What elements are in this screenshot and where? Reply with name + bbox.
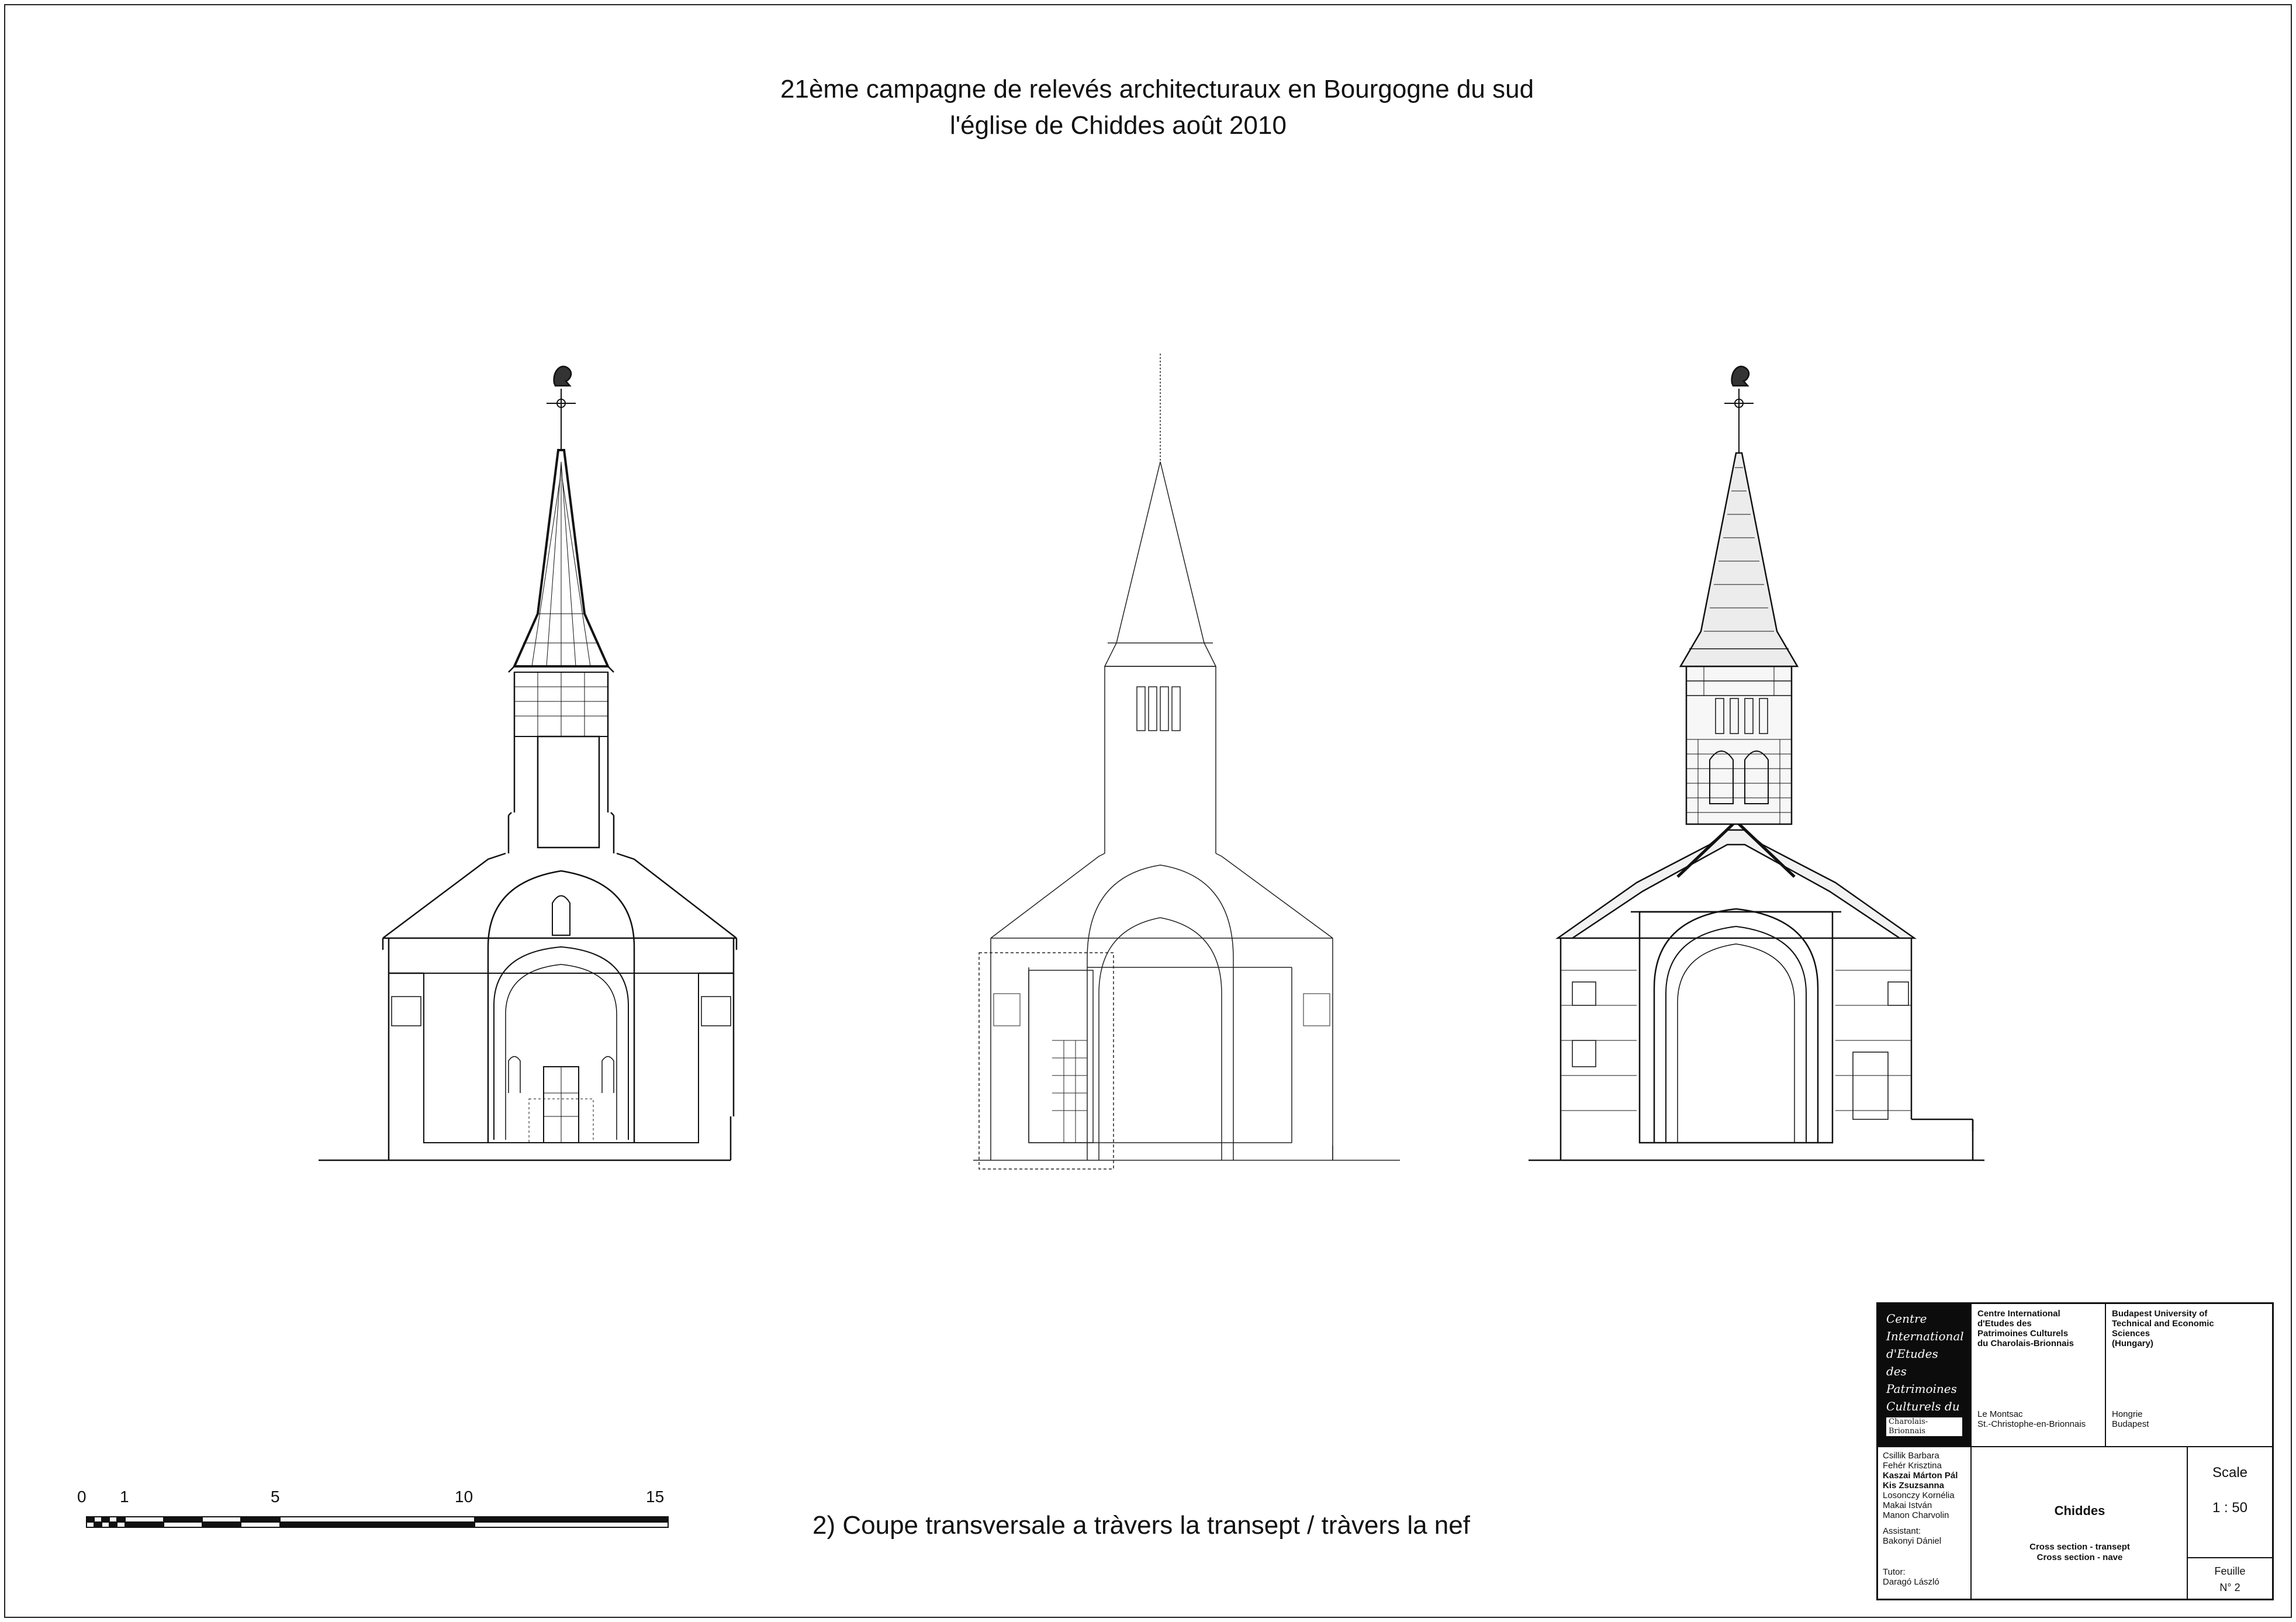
- logo-line: d'Etudes: [1886, 1347, 1938, 1361]
- address-fr: Le Montsac St.-Christophe-en-Brionnais: [1977, 1409, 2086, 1429]
- scale-label-5: 5: [271, 1488, 280, 1506]
- team-member: Makai István: [1883, 1500, 1932, 1510]
- institution-hu: Budapest University of Technical and Economic Sciences (Hungary): [2112, 1309, 2214, 1348]
- left-weathercock: [554, 366, 571, 386]
- project-name: Chiddes: [2054, 1503, 2105, 1518]
- team-cell: [1878, 1447, 1972, 1600]
- logo-line: International: [1886, 1329, 1964, 1343]
- logo-line: Centre: [1886, 1312, 1927, 1326]
- sheet-title-line-1: 21ème campagne de relevés architecturaux en Bourgogne du sud: [780, 75, 1534, 103]
- title-block: [1876, 1302, 2274, 1600]
- sheet-title-line-2: l'église de Chiddes août 2010: [950, 111, 1287, 140]
- scale-bar-graphic: [87, 1517, 668, 1527]
- right-tower: [1686, 666, 1792, 824]
- section-caption: 2) Coupe transversale a tràvers la transept / tràvers la nef: [812, 1511, 1470, 1540]
- right-elevation-drawing: [1529, 366, 1984, 1160]
- scale-label-10: 10: [455, 1488, 473, 1506]
- left-section-drawing: [319, 366, 736, 1160]
- institution-fr: Centre International d'Etudes des Patrimoines Culturels du Charolais-Brionnais: [1977, 1309, 2074, 1348]
- logo-line: Charolais-Brionnais: [1886, 1417, 1962, 1436]
- scale-label-0: 0: [77, 1488, 87, 1506]
- sheet-number-cell: [2188, 1558, 2272, 1600]
- team-member: Losonczy Kornélia: [1883, 1490, 1955, 1500]
- scale-value: 1 : 50: [2212, 1500, 2248, 1516]
- team-member: Manon Charvolin: [1883, 1510, 1949, 1520]
- scale-label: Scale: [2212, 1465, 2248, 1481]
- project-cell: [1972, 1447, 2188, 1600]
- logo-line: Culturels du: [1886, 1399, 1960, 1413]
- scale-label-15: 15: [646, 1488, 665, 1506]
- scale-label-1: 1: [120, 1488, 129, 1506]
- address-hu: Hongrie Budapest: [2112, 1409, 2149, 1429]
- institution-logo: [1878, 1304, 1972, 1447]
- team-member: Kis Zsuzsanna: [1883, 1481, 1945, 1490]
- team-member: Fehér Krisztina: [1883, 1461, 1942, 1471]
- middle-section-drawing: [973, 354, 1400, 1169]
- left-tower-inner-shaft: [538, 736, 599, 848]
- right-spire: [1680, 453, 1797, 666]
- right-weathercock: [1732, 366, 1749, 386]
- tutor-name: Daragó László: [1883, 1577, 1939, 1587]
- sheet-number: N° 2: [2219, 1582, 2240, 1593]
- subject-line-1: Cross section - transept: [2029, 1542, 2130, 1552]
- team-member: Kaszai Márton Pál: [1883, 1471, 1958, 1481]
- assistant-label: Assistant:: [1883, 1526, 1921, 1536]
- tutor-label: Tutor:: [1883, 1567, 1906, 1577]
- scale-cell: [2188, 1447, 2272, 1558]
- sheet-label: Feuille: [2214, 1565, 2246, 1577]
- subject-line-2: Cross section - nave: [2036, 1552, 2123, 1562]
- assistant-name: Bakonyi Dániel: [1883, 1536, 1942, 1546]
- right-roof: [1558, 830, 1914, 938]
- logo-line: des Patrimoines: [1886, 1364, 1957, 1396]
- team-member: Csillik Barbara: [1883, 1451, 1939, 1461]
- institution-hu-cell: [2106, 1304, 2272, 1447]
- institution-fr-cell: [1972, 1304, 2106, 1447]
